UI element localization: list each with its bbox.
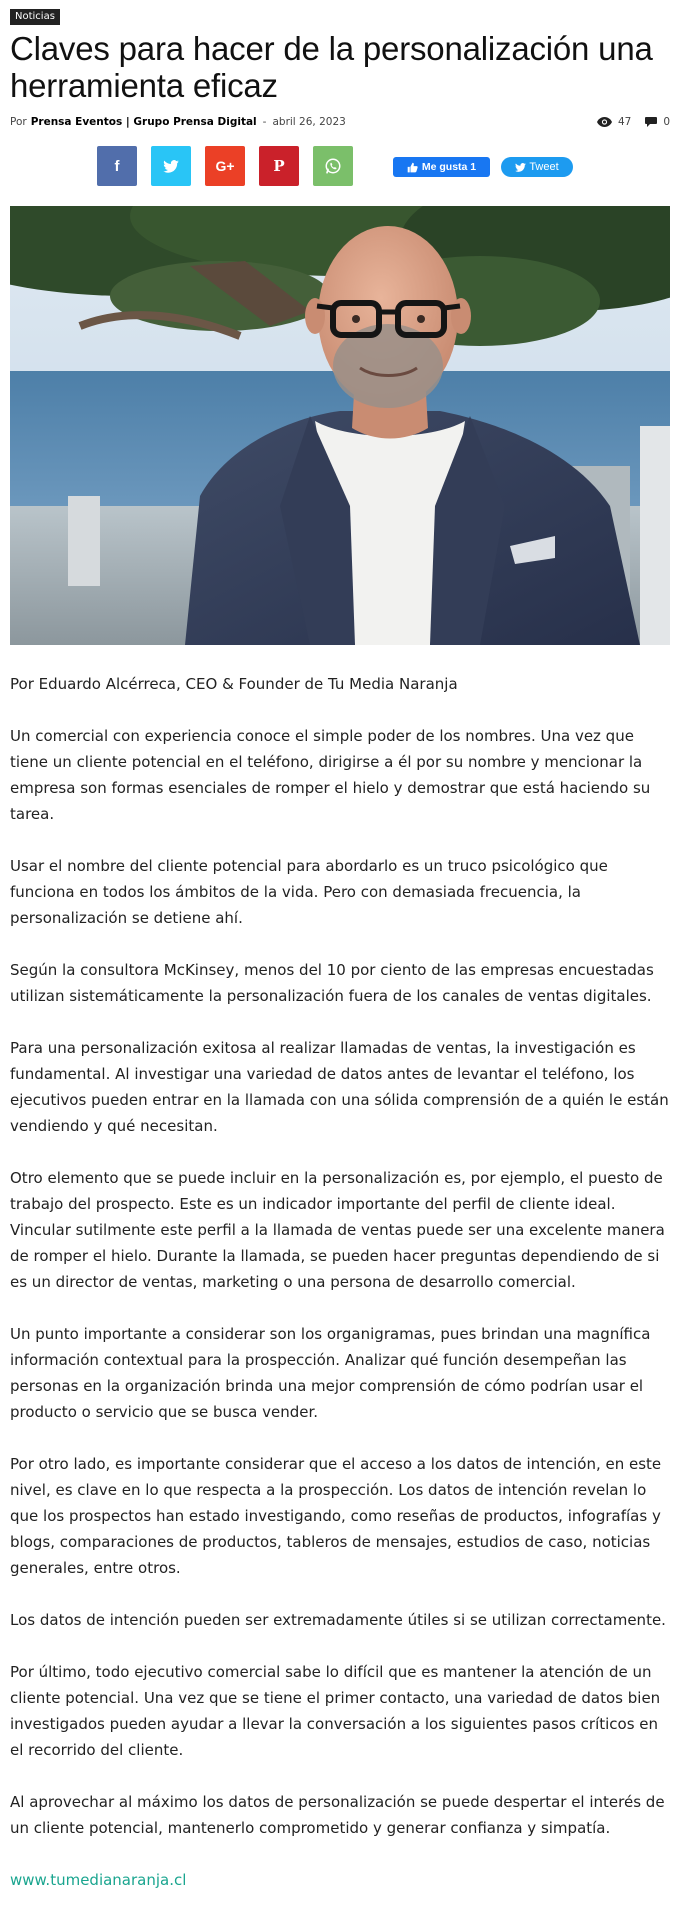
twitter-icon: [163, 160, 179, 173]
category-badge[interactable]: Noticias: [10, 9, 60, 25]
paragraph-7: Por otro lado, es importante considerar que el acceso a los datos de intención, en este nivel, es clave en lo que respecta a la prospección. Los datos de intención revelan lo que los prospectos han estado investigando, como reseñas de productos, infografías y blogs, comparaciones de productos, tableros de mensajes, estudios de caso, noticias generales, entre otros.: [10, 1455, 662, 1577]
like-label: Me gusta 1: [421, 161, 477, 173]
twitter-share-button[interactable]: [151, 146, 191, 186]
hero-image: [10, 206, 670, 645]
share-buttons: [97, 146, 367, 186]
views-count: 47: [617, 116, 632, 128]
comments-stat[interactable]: [645, 114, 670, 130]
paragraph-10: Al aprovechar al máximo los datos de personalización se puede despertar el interés de un cliente potencial, mantenerlo comprometido y generar confianza y simpatía.: [10, 1793, 665, 1837]
comment-icon: [645, 117, 657, 127]
portrait-photo: [10, 206, 670, 645]
website-link[interactable]: www.tumedianaranja.cl: [10, 1871, 187, 1889]
paragraph-1: Un comercial con experiencia conoce el simple poder de los nombres. Una vez que tiene un cliente potencial en el teléfono, dirigirse a él por su nombre y mencionar la empresa son formas esenciales de romper el hielo y demostrar que está haciendo su tarea.: [10, 727, 651, 823]
paragraph-6: Un punto importante a considerar son los organigramas, pues brindan una magnífica información contextual para la prospección. Analizar qué función desempeñan las personas en la organización brinda una mejor comprensión de cómo podrían usar el producto o servicio que se busca vender.: [10, 1325, 651, 1421]
thumbs-up-icon: [407, 162, 418, 173]
publish-date: abril 26, 2023: [272, 116, 346, 128]
facebook-share-button[interactable]: [97, 146, 137, 186]
tweet-label: Tweet: [529, 161, 559, 173]
paragraph-9: Por último, todo ejecutivo comercial sabe lo difícil que es mantener la atención de un cliente potencial. Una vez que se tiene el primer contacto, una variedad de datos bien investigados pueden ayudar a llevar la conversación a los siguientes pasos críticos en el recorrido del cliente.: [10, 1663, 661, 1759]
article-meta: [10, 114, 670, 130]
meta-separator: -: [262, 116, 267, 128]
paragraph-4: Para una personalización exitosa al realizar llamadas de ventas, la investigación es fundamental. Al investigar una variedad de datos antes de levantar el teléfono, los ejecutivos pueden entrar en la llamada con una sólida comprensión de a quién le están vendiendo y qué necesitan.: [10, 1039, 669, 1135]
author-link[interactable]: Prensa Eventos | Grupo Prensa Digital: [30, 116, 257, 128]
facebook-like-button[interactable]: [393, 157, 490, 177]
eye-icon: [597, 117, 612, 127]
paragraph-2: Usar el nombre del cliente potencial para abordarlo es un truco psicológico que funciona en todos los ámbitos de la vida. Pero con demasiada frecuencia, la personalización se detiene ahí.: [10, 857, 608, 927]
paragraph-5: Otro elemento que se puede incluir en la personalización es, por ejemplo, el puesto de trabajo del prospecto. Este es un indicador importante del perfil de cliente ideal. Vincular sutilmente este perfil a la llamada de ventas puede ser una excelente manera de romper el hielo. Durante la llamada, se pueden hacer preguntas dependiendo de si es un director de ventas, marketing o una persona de desarrollo comercial.: [10, 1169, 665, 1291]
article-stats: [583, 114, 670, 130]
byline-paragraph: Por Eduardo Alcérreca, CEO & Founder de Tu Media Naranja: [10, 675, 458, 693]
paragraph-8: Los datos de intención pueden ser extremadamente útiles si se utilizan correctamente.: [10, 1611, 666, 1629]
whatsapp-icon: [324, 157, 342, 175]
article-title: Claves para hacer de la personalización una herramienta eficaz: [10, 30, 653, 104]
views-stat: [597, 114, 631, 130]
pinterest-share-button[interactable]: [259, 146, 299, 186]
article-body: [10, 671, 670, 1919]
paragraph-3: Según la consultora McKinsey, menos del 10 por ciento de las empresas encuestadas utilizan sistemáticamente la personalización fuera de los canales de ventas digitales.: [10, 961, 654, 1005]
googleplus-share-button[interactable]: [205, 146, 245, 186]
pinterest-icon: P: [273, 157, 285, 175]
comments-count: 0: [663, 116, 670, 128]
whatsapp-share-button[interactable]: [313, 146, 353, 186]
by-label: Por: [10, 116, 27, 128]
twitter-icon: [515, 163, 526, 172]
tweet-button[interactable]: [501, 157, 573, 177]
googleplus-icon: G+: [215, 158, 235, 174]
facebook-icon: f: [114, 157, 120, 175]
